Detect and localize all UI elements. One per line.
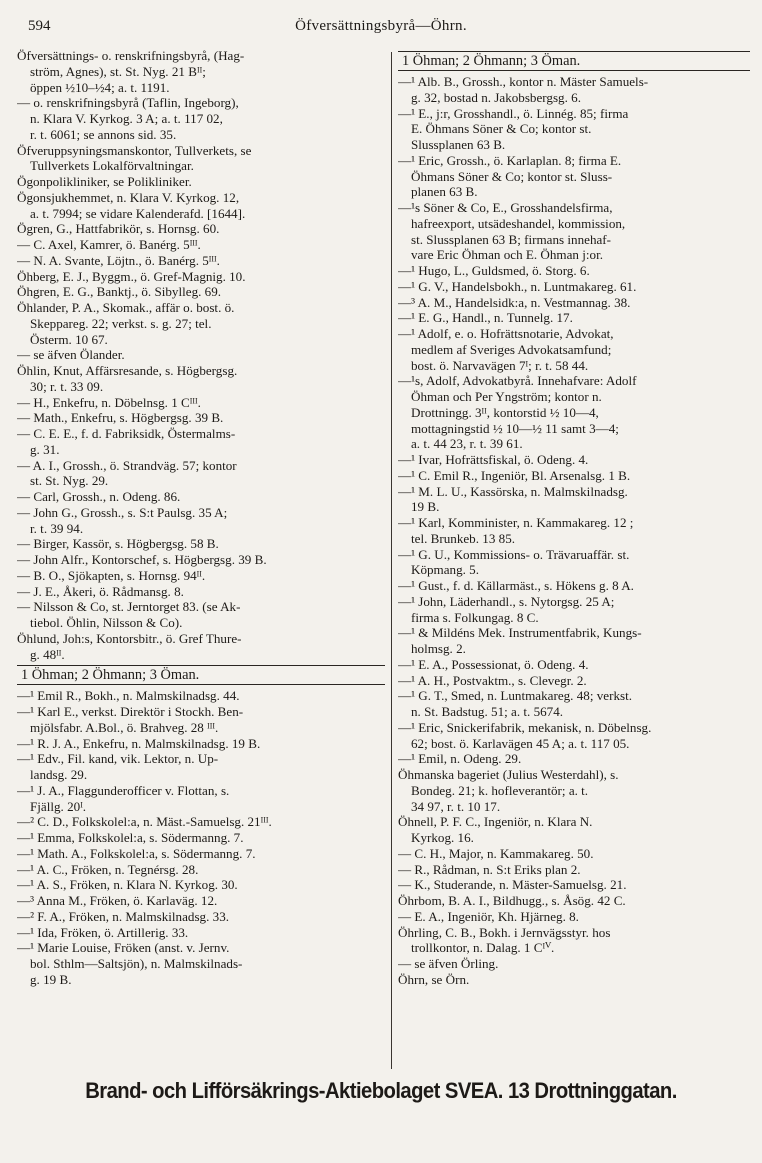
directory-entry-line: — H., Enkefru, n. Döbelnsg. 1 Cᴵᴵᴵ. — [17, 394, 201, 410]
page-number: 594 — [28, 18, 51, 34]
directory-entry-line: — John Alfr., Kontorschef, s. Högbergsg. 39 B. — [17, 552, 267, 567]
directory-entry-line: holmsg. 2. — [411, 641, 466, 656]
directory-entry-line: —¹ Eric, Snickerifabrik, mekanisk, n. Döbelnsg. — [398, 719, 652, 735]
directory-entry-line: —¹ Emil R., Bokh., n. Malmskilnadsg. 44. — [17, 688, 240, 704]
directory-entry-line: st. St. Nyg. 29. — [30, 473, 109, 489]
directory-entry-line: g. 31. — [30, 441, 60, 457]
directory-entry-line: n. Klara V. Kyrkog. 3 A; a. t. 117 02, — [30, 111, 223, 126]
directory-entry-line: — J. E., Åkeri, ö. Rådmansg. 8. — [17, 583, 184, 599]
directory-entry-line: Öhrling, C. B., Bokh. i Jernvägsstyr. hos — [398, 924, 611, 940]
directory-entry-line: landsg. 29. — [30, 767, 88, 782]
directory-entry-line: st. Slussplanen 63 B; firmans innehaf- — [411, 231, 612, 247]
directory-entry-line: —¹s, Adolf, Advokatbyrå. Innehafvare: Adolf — [398, 373, 637, 389]
directory-entry-line: tiebol. Öhlin, Nilsson & Co). — [30, 615, 183, 630]
directory-entry-line: —¹ G. U., Kommissions- o. Trävaruaffär. st. — [398, 546, 630, 562]
directory-entry-line: —¹ Gust., f. d. Källarmäst., s. Hökens g. 8 A. — [398, 578, 634, 593]
directory-entry-line: a. t. 7994; se vidare Kalenderafd. [1644]. — [30, 205, 246, 221]
directory-entry-line: — John G., Grossh., s. S:t Paulsg. 35 A; — [17, 504, 228, 520]
directory-entry-line: planen 63 B. — [411, 184, 478, 200]
page-header — [28, 18, 734, 40]
directory-entry-line: —¹ E., j:r, Grosshandl., ö. Linnég. 85; firma — [398, 105, 629, 121]
directory-entry-line: Öhgren, E. G., Banktj., ö. Sibylleg. 69. — [17, 284, 222, 300]
directory-entry-line: — C. H., Major, n. Kammakareg. 50. — [398, 845, 594, 861]
directory-entry-line: 30; r. t. 33 09. — [30, 378, 104, 394]
directory-entry-line: Drottningg. 3ᴵᴵ, kontorstid ½ 10—4, — [411, 404, 599, 420]
directory-entry-line: — Birger, Kassör, s. Högbergsg. 58 B. — [17, 536, 219, 552]
directory-entry-line: bost. ö. Narvavägen 7ᴵ; r. t. 58 44. — [411, 357, 589, 373]
directory-entry-line: g. 19 B. — [30, 971, 72, 987]
directory-entry-line: mottagningstid ½ 10—½ 11 samt 3—4; — [411, 420, 619, 436]
directory-entry-line: —¹ A. S., Fröken, n. Klara N. Kyrkog. 30. — [17, 877, 238, 893]
directory-entry-line: Fjällg. 20ᴵ. — [30, 798, 87, 814]
directory-entry-line: —¹ G. T., Smed, n. Luntmakareg. 48; verkst. — [398, 688, 632, 704]
running-head: Öfversättningsbyrå—Öhrn. — [295, 18, 467, 34]
name-variants-box: 1 Öhman; 2 Öhmann; 3 Öman. — [17, 665, 385, 685]
advertisement-banner: Brand- och Lifförsäkrings-Aktiebolaget SVEA. 13 Drottninggatan. — [85, 1078, 677, 1103]
directory-entry-line: —² C. D., Folkskolel:a, n. Mäst.-Samuelsg. 21ᴵᴵᴵ. — [17, 814, 272, 830]
directory-entry-line: ström, Agnes), st. St. Nyg. 21 Bᴵᴵ; — [30, 63, 206, 79]
directory-entry-line: — A. I., Grossh., ö. Strandväg. 57; kontor — [17, 457, 237, 473]
directory-entry-line: —¹ Karl, Komminister, n. Kammakareg. 12 ; — [398, 515, 634, 530]
directory-entry-line: firma s. Folkungag. 8 C. — [411, 609, 539, 625]
directory-entry-line: Ögonpolikliniker, se Polikliniker. — [17, 174, 192, 189]
directory-entry-line: öppen ½10–½4; a. t. 1191. — [30, 79, 170, 95]
directory-entry-line: —¹ R. J. A., Enkefru, n. Malmskilnadsg. 19 B. — [17, 735, 261, 751]
directory-entry-line: Kyrkog. 16. — [411, 830, 474, 845]
directory-entry-line: — se äfven Ölander. — [17, 347, 125, 363]
directory-entry-line: — Math., Enkefru, s. Högbergsg. 39 B. — [17, 410, 224, 426]
directory-entry-line: —³ A. M., Handelsidk:a, n. Vestmannag. 38. — [398, 294, 631, 310]
directory-entry-line: —³ Anna M., Fröken, ö. Karlaväg. 12. — [17, 893, 218, 908]
directory-entry-line: —¹ Alb. B., Grossh., kontor n. Mäster Samuels- — [398, 74, 649, 89]
directory-entry-line: —¹ E. A., Possessionat, ö. Odeng. 4. — [398, 656, 589, 672]
directory-entry-line: — E. A., Ingeniör, Kh. Hjärneg. 8. — [398, 908, 579, 924]
directory-entry-line: —¹ M. L. U., Kassörska, n. Malmskilnadsg. — [398, 483, 628, 499]
directory-entry-line: 19 B. — [411, 499, 440, 515]
directory-entry-line: Öfversättnings- o. renskrifningsbyrå, (Hag- — [17, 48, 245, 63]
directory-entry-line: Öfveruppsyningsmanskontor, Tullverkets, se — [17, 142, 252, 158]
directory-entry-line: a. t. 44 23, r. t. 39 61. — [411, 436, 523, 452]
directory-entry-line: —² F. A., Fröken, n. Malmskilnadsg. 33. — [17, 908, 230, 924]
directory-entry-line: — C. Axel, Kamrer, ö. Banérg. 5ᴵᴵᴵ. — [17, 237, 201, 252]
directory-entry-line: —¹s Söner & Co, E., Grosshandelsfirma, — [398, 200, 613, 215]
directory-entry-line: Bondeg. 21; k. hofleverantör; a. t. — [411, 782, 589, 798]
directory-entry-line: — K., Studerande, n. Mäster-Samuelsg. 21. — [398, 877, 627, 893]
directory-entry-line: — Carl, Grossh., n. Odeng. 86. — [17, 489, 181, 504]
directory-entry-line: —¹ Emma, Folkskolel:a, s. Södermanng. 7. — [17, 830, 244, 845]
directory-entry-line: — C. E. E., f. d. Fabriksidk, Östermalms- — [17, 426, 236, 441]
directory-entry-line: —¹ A. C., Fröken, n. Tegnérsg. 28. — [17, 861, 199, 877]
directory-entry-line: r. t. 6061; se annons sid. 35. — [30, 126, 177, 142]
directory-entry-line: —¹ Marie Louise, Fröken (anst. v. Jernv. — [17, 940, 230, 956]
column-divider — [391, 52, 392, 1069]
directory-entry-line: —¹ John, Läderhandl., s. Nytorgsg. 25 A; — [398, 593, 615, 609]
directory-entry-line: Öhmanska bageriet (Julius Westerdahl), s. — [398, 767, 619, 782]
directory-entry-line: Ögren, G., Hattfabrikör, s. Hornsg. 60. — [17, 221, 220, 237]
directory-entry-line: — N. A. Svante, Löjtn., ö. Banérg. 5ᴵᴵᴵ. — [17, 252, 220, 268]
directory-entry-line: — o. renskrifningsbyrå (Taflin, Ingeborg), — [17, 95, 239, 111]
directory-entry-line: Öhman och Per Yngström; kontor n. — [411, 389, 602, 404]
directory-entry-line: —¹ Karl E., verkst. Direktör i Stockh. Ben- — [17, 704, 244, 719]
directory-entry-line: —¹ J. A., Flaggunderofficer v. Flottan, s. — [17, 782, 230, 798]
directory-entry-line: —¹ Emil, n. Odeng. 29. — [398, 751, 522, 767]
directory-entry-line: n. St. Badstug. 51; a. t. 5674. — [411, 704, 564, 719]
directory-entry-line: —¹ & Mildéns Mek. Instrumentfabrik, Kungs- — [398, 625, 642, 641]
directory-entry-line: Öhlin, Knut, Affärsresande, s. Högbergsg. — [17, 363, 238, 378]
directory-entry-line: Ögonsjukhemmet, n. Klara V. Kyrkog. 12, — [17, 189, 240, 205]
directory-entry-line: r. t. 39 94. — [30, 520, 84, 536]
directory-entry-line: Köpmang. 5. — [411, 562, 480, 578]
directory-entry-line: g. 48ᴵᴵ. — [30, 646, 65, 662]
directory-entry-line: trollkontor, n. Dalag. 1 Cᴵⱽ. — [411, 940, 555, 956]
directory-entry-line: —¹ E. G., Handl., n. Tunnelg. 17. — [398, 310, 573, 326]
left-column — [17, 48, 385, 988]
directory-entry-line: g. 32, bostad n. Jakobsbergsg. 6. — [411, 89, 581, 105]
directory-entry-line: mjölsfabr. A.Bol., ö. Brahveg. 28 ᴵᴵᴵ. — [30, 719, 219, 735]
name-variants-box: 1 Öhman; 2 Öhmann; 3 Öman. — [398, 51, 750, 71]
directory-entry-line: —¹ G. V., Handelsbokh., n. Luntmakareg. 61. — [398, 278, 637, 294]
directory-entry-line: E. Öhmans Söner & Co; kontor st. — [411, 121, 592, 137]
directory-entry-line: — se äfven Örling. — [398, 956, 499, 971]
directory-entry-line: Tullverkets Lokalförvaltningar. — [30, 158, 194, 174]
directory-entry-line: Österm. 10 67. — [30, 331, 108, 347]
directory-entry-line: tel. Brunkeb. 13 85. — [411, 530, 516, 546]
directory-entry-line: —¹ Ida, Fröken, ö. Artillerig. 33. — [17, 924, 189, 940]
directory-entry-line: — R., Rådman, n. S:t Eriks plan 2. — [398, 861, 581, 877]
directory-entry-line: —¹ Adolf, e. o. Hofrättsnotarie, Advokat, — [398, 326, 614, 341]
directory-entry-line: Öhlund, Joh:s, Kontorsbitr., ö. Gref Thure- — [17, 630, 242, 646]
directory-entry-line: vare Eric Öhman och E. Öhman j:or. — [411, 247, 603, 263]
directory-entry-line: —¹ Math. A., Folkskolel:a, s. Södermanng. 7. — [17, 845, 256, 861]
right-column — [398, 48, 750, 988]
directory-entry-line: 62; bost. ö. Karlavägen 45 A; a. t. 117 05. — [411, 735, 630, 751]
directory-entry-line: bol. Sthlm—Saltsjön), n. Malmskilnads- — [30, 956, 243, 971]
directory-entry-line: —¹ Eric, Grossh., ö. Karlaplan. 8; firma E. — [398, 152, 622, 168]
directory-entry-line: Öhnell, P. F. C., Ingeniör, n. Klara N. — [398, 814, 593, 830]
directory-entry-line: Öhlander, P. A., Skomak., affär o. bost. ö. — [17, 300, 235, 315]
directory-entry-line: Öhmans Söner & Co; kontor st. Sluss- — [411, 168, 613, 184]
directory-entry-line: Öhrbom, B. A. I., Bildhugg., s. Åsög. 42 C. — [398, 893, 626, 908]
directory-entry-line: —¹ Edv., Fil. kand, vik. Lektor, n. Up- — [17, 751, 219, 767]
directory-entry-line: Öhrn, se Örn. — [398, 971, 470, 987]
directory-entry-line: —¹ Ivar, Hofrättsfiskal, ö. Odeng. 4. — [398, 452, 589, 467]
directory-entry-line: Öhberg, E. J., Byggm., ö. Gref-Magnig. 10. — [17, 268, 246, 284]
directory-entry-line: Skeppareg. 22; verkst. s. g. 27; tel. — [30, 315, 212, 331]
directory-entry-line: —¹ Hugo, L., Guldsmed, ö. Storg. 6. — [398, 263, 590, 278]
directory-entry-line: —¹ C. Emil R., Ingeniör, Bl. Arsenalsg. 1 B. — [398, 467, 631, 483]
directory-entry-line: —¹ A. H., Postvaktm., s. Clevegr. 2. — [398, 672, 587, 688]
directory-entry-line: — B. O., Sjökapten, s. Hornsg. 94ᴵᴵ. — [17, 567, 206, 583]
directory-entry-line: medlem af Sveriges Advokatsamfund; — [411, 341, 612, 357]
directory-entry-line: 34 97, r. t. 10 17. — [411, 798, 501, 814]
directory-entry-line: Slussplanen 63 B. — [411, 137, 506, 152]
directory-entry-line: — Nilsson & Co, st. Jerntorget 83. (se Ak- — [17, 599, 241, 615]
directory-entry-line: hafreexport, utsädeshandel, kommission, — [411, 215, 626, 231]
